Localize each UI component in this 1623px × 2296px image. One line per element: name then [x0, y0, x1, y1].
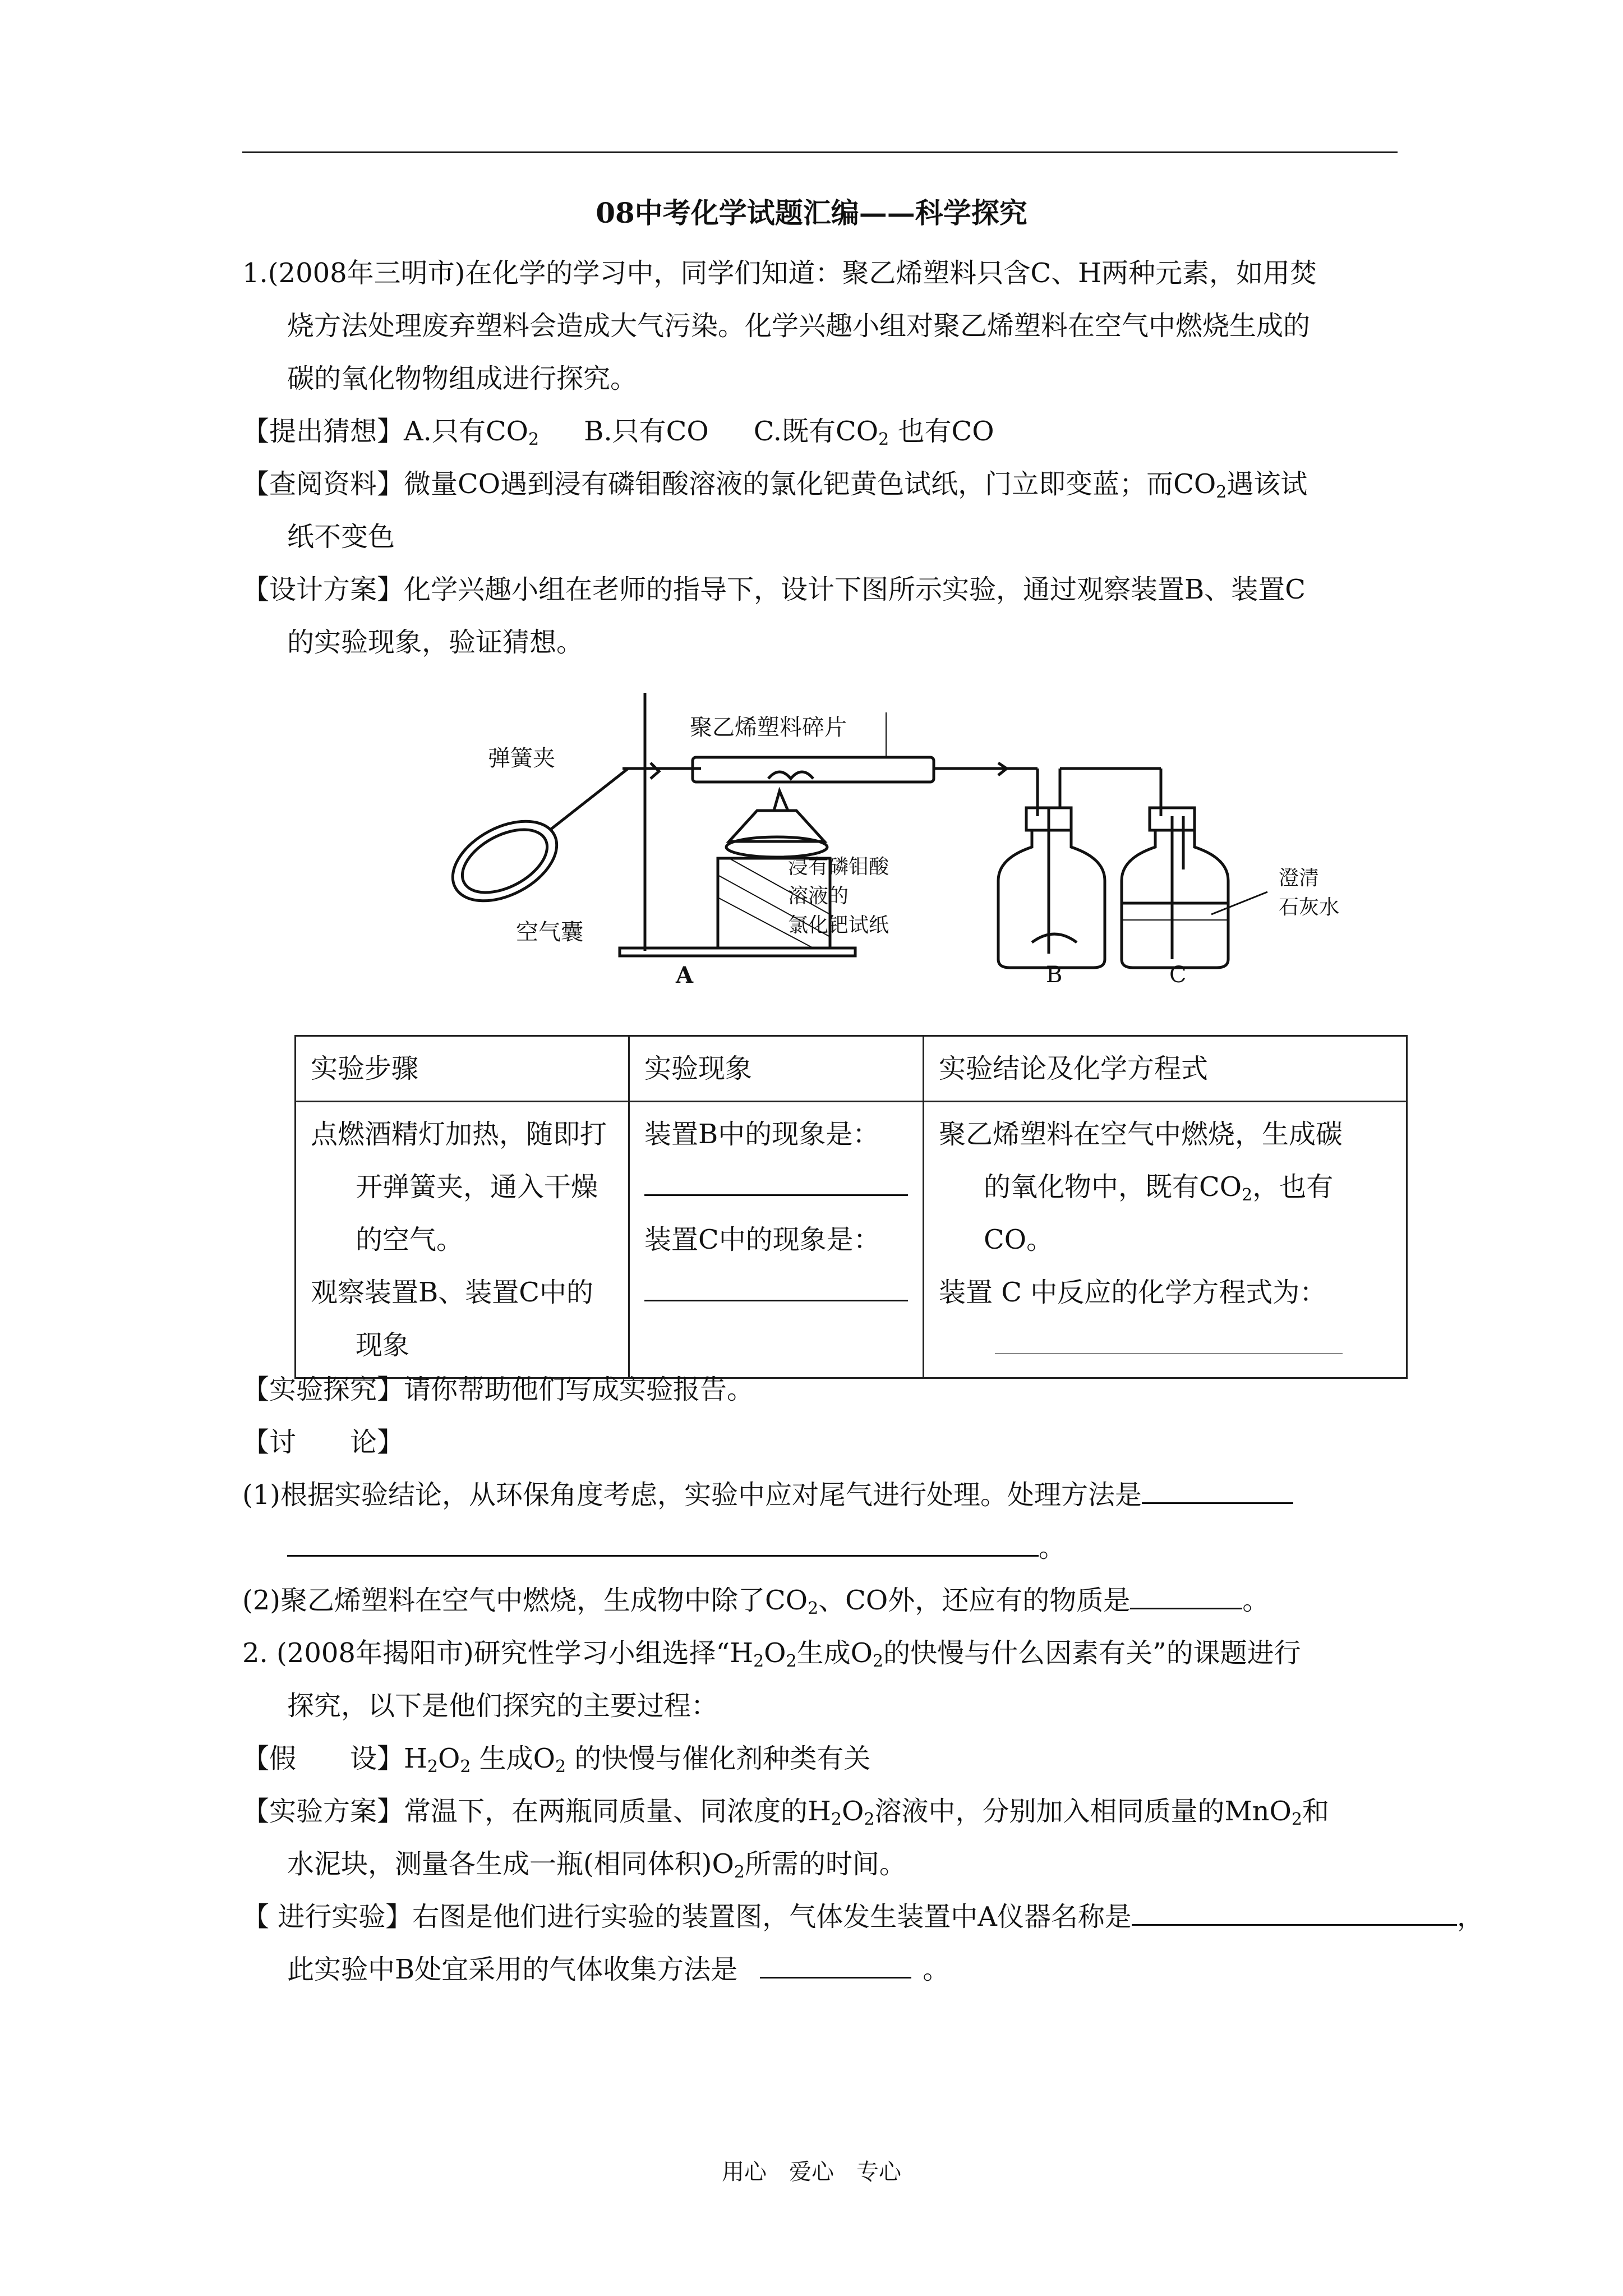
q1-explore-line: 【实验探究】请你帮助他们写成实验报告。	[242, 1374, 754, 1405]
do-label: 【 进行实验】	[242, 1901, 413, 1932]
q1-guess-line: 【提出猜想】A.只有$CO_2$ B.只有CO C.既有$CO_2$ 也有CO	[242, 416, 994, 449]
q2-line-2: 探究，以下是他们探究的主要过程：	[287, 1690, 718, 1722]
answer-blank-d2[interactable]	[1130, 1585, 1242, 1609]
guess-c: C.既有CO	[753, 416, 879, 447]
header-phenomena: 实验现象	[629, 1036, 924, 1102]
q1-info-line-2: 纸不变色	[287, 521, 395, 553]
conclusion-cell: 聚乙烯塑料在空气中燃烧，生成碳 的氧化物中，既有$CO_2$，也有CO。 装置 C 中反应的化学方程式为：	[924, 1102, 1407, 1378]
q2-do-line-2: 此实验中B处宜采用的气体收集方法是 。	[287, 1954, 950, 1985]
q1-design-line-2: 的实验现象，验证猜想。	[287, 627, 584, 658]
q1-info-line-1: 【查阅资料】微量CO遇到浸有磷钼酸溶液的氯化钯黄色试纸，门立即变蓝；而$CO_2$遇该试	[242, 468, 1308, 502]
guess-a: A.只有CO	[404, 416, 529, 447]
label-device-a: A	[676, 962, 694, 988]
q2-plan-line-1: 【实验方案】常温下，在两瓶同质量、同浓度的$H_2O_2$溶液中，分别加入相同质量的MnO$_2$和	[242, 1796, 1329, 1829]
guess-b: B.只有CO	[584, 416, 709, 447]
discuss-1-line-1: (1)根据实验结论，从环保角度考虑，实验中应对尾气进行处理。处理方法是	[242, 1469, 1293, 1521]
q1-line-3: 碳的氧化物物组成进行探究。	[287, 363, 638, 394]
answer-blank-b[interactable]	[644, 1172, 908, 1196]
label-air-bag: 空气囊	[516, 919, 583, 945]
info-label: 【查阅资料】	[242, 468, 404, 500]
q1-line-2: 烧方法处理废弃塑料会造成大气污染。化学兴趣小组对聚乙烯塑料在空气中燃烧生成的	[287, 310, 1311, 342]
answer-blank-collection[interactable]	[760, 1954, 911, 1978]
discuss-label: 【讨 论】	[242, 1427, 404, 1458]
header-rule	[242, 151, 1398, 153]
discuss-1-line-2: 。	[287, 1521, 1066, 1574]
explore-label: 【实验探究】	[242, 1374, 404, 1405]
steps-cell: 点燃酒精灯加热，随即打 开弹簧夹，通入干燥 的空气。 观察装置B、装置C中的 现象	[296, 1102, 629, 1378]
answer-blank-instrument[interactable]	[1132, 1902, 1457, 1926]
discuss-2-line: (2)聚乙烯塑料在空气中燃烧，生成物中除了$CO_2$、CO外，还应有的物质是 。	[242, 1585, 1270, 1618]
plan-label: 【实验方案】	[242, 1796, 404, 1827]
label-plastic-chips: 聚乙烯塑料碎片	[690, 715, 847, 740]
label-spring-clip: 弹簧夹	[488, 746, 555, 771]
q2-line-1: 2. (2008年揭阳市)研究性学习小组选择“$H_2O_2$生成$O_2$的快慢与什么因素有关”的课题进行	[242, 1637, 1301, 1671]
answer-blank-equation[interactable]	[995, 1331, 1343, 1354]
q1-design-line-1: 【设计方案】化学兴趣小组在老师的指导下，设计下图所示实验，通过观察装置B、装置C	[242, 574, 1306, 605]
apparatus-drawing	[437, 679, 1458, 993]
q2-do-line-1: 【 进行实验】右图是他们进行实验的装置图，气体发生装置中A仪器名称是 ，	[242, 1901, 1484, 1932]
answer-blank-d1-cont[interactable]	[287, 1533, 1039, 1557]
hypothesis-label: 【假 设】	[242, 1743, 404, 1774]
q1-line-1: 1.(2008年三明市)在化学的学习中，同学们知道：聚乙烯塑料只含C、H两种元素，如用焚	[242, 257, 1317, 289]
page-footer: 用心 爱心 专心	[722, 2159, 901, 2185]
label-test-paper: 浸有磷钼酸 溶液的 氯化钯试纸	[788, 855, 889, 937]
q2-plan-line-2: 水泥块，测量各生成一瓶(相同体积)$O_2$所需的时间。	[287, 1848, 906, 1882]
q2-hypothesis-line: 【假 设】$H_2O_2$ 生成$O_2$ 的快慢与催化剂种类有关	[242, 1743, 871, 1777]
label-device-c: C	[1169, 962, 1187, 988]
header-steps: 实验步骤	[296, 1036, 629, 1102]
label-device-b: B	[1046, 962, 1063, 988]
table-row	[296, 1102, 1407, 1378]
guess-label: 【提出猜想】	[242, 416, 404, 447]
header-conclusion: 实验结论及化学方程式	[924, 1036, 1407, 1102]
label-limewater: 澄清 石灰水	[1279, 867, 1340, 919]
experiment-table	[294, 1035, 1408, 1379]
design-label: 【设计方案】	[242, 574, 404, 605]
answer-blank-c[interactable]	[644, 1277, 908, 1301]
answer-blank-d1[interactable]	[1142, 1480, 1293, 1504]
table-header-row	[296, 1036, 1407, 1102]
page-title: 08中考化学试题汇编——科学探究	[596, 196, 1027, 229]
phenomena-cell: 装置B中的现象是： 装置C中的现象是：	[629, 1102, 924, 1378]
apparatus-figure	[437, 679, 1458, 993]
